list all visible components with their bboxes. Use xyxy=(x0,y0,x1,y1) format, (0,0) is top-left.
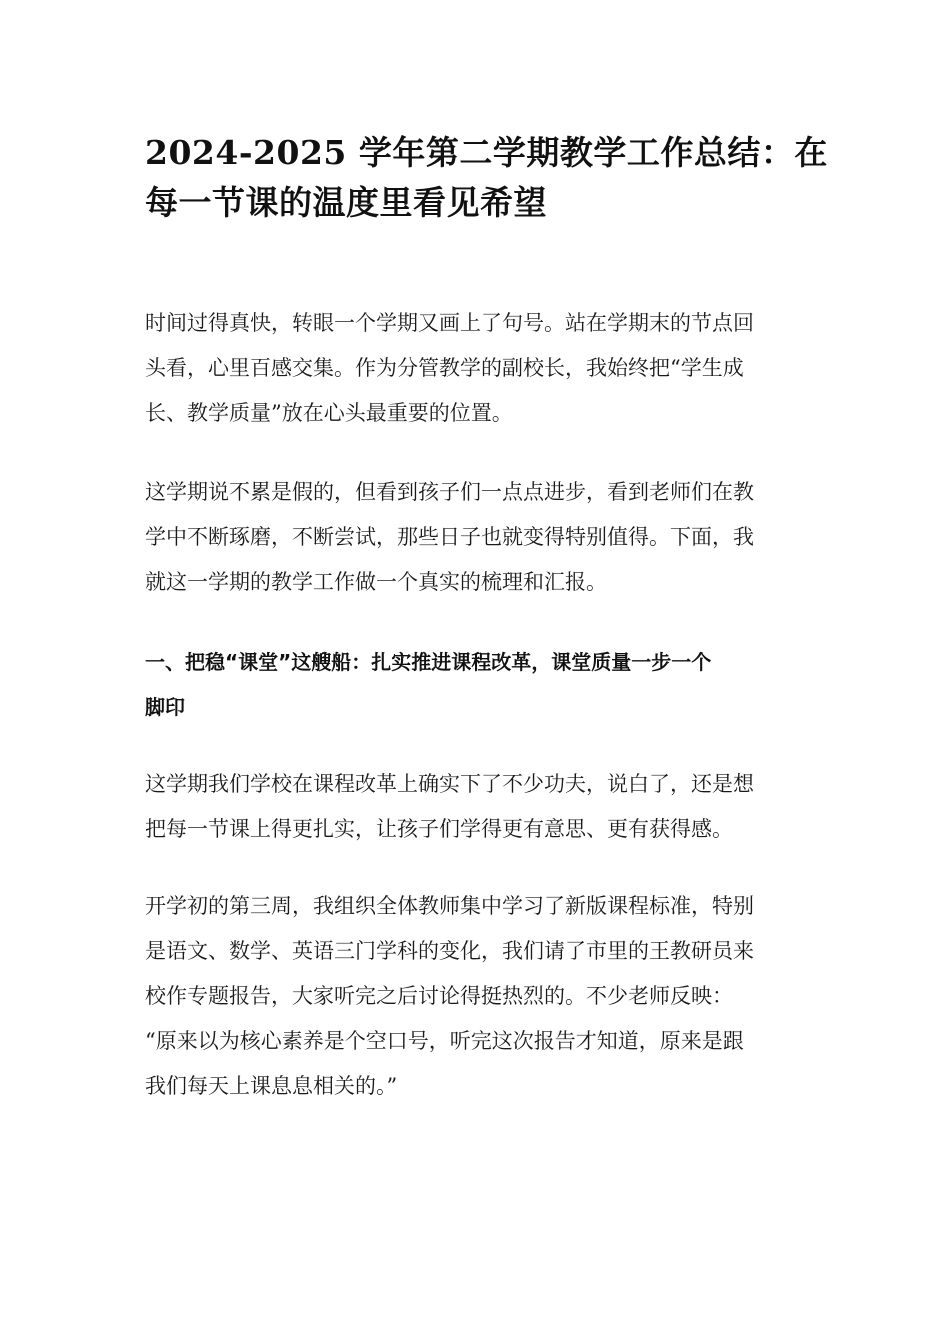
text-line: 就这一学期的教学工作做一个真实的梳理和汇报。 xyxy=(145,570,607,594)
section-heading xyxy=(145,640,800,730)
title-line: 每一节课的温度里看见希望 xyxy=(145,183,547,222)
text-line: 长、教学质量”放在心头最重要的位置。 xyxy=(145,401,513,425)
heading-line: 脚印 xyxy=(145,695,185,719)
intro-paragraph-1 xyxy=(145,301,800,436)
text-line: 这学期我们学校在课程改革上确实下了不少功夫，说白了，还是想 xyxy=(145,772,754,796)
text-line: 开学初的第三周，我组织全体教师集中学习了新版课程标准，特别 xyxy=(145,894,754,918)
text-line: 把每一节课上得更扎实，让孩子们学得更有意思、更有获得感。 xyxy=(145,817,733,841)
title-line: 2024-2025 学年第二学期教学工作总结：在 xyxy=(145,133,828,172)
text-line: 校作专题报告，大家听完之后讨论得挺热烈的。不少老师反映： xyxy=(145,984,733,1008)
heading-line: 一、把稳“课堂”这艘船：扎实推进课程改革，课堂质量一步一个 xyxy=(145,650,712,674)
text-line: 这学期说不累是假的，但看到孩子们一点点进步，看到老师们在教 xyxy=(145,480,754,504)
text-line: 头看，心里百感交集。作为分管教学的副校长，我始终把“学生成 xyxy=(145,356,744,380)
text-line: 时间过得真快，转眼一个学期又画上了句号。站在学期末的节点回 xyxy=(145,311,754,335)
text-line: 是语文、数学、英语三门学科的变化，我们请了市里的王教研员来 xyxy=(145,939,754,963)
section-paragraph-1 xyxy=(145,762,800,852)
text-line: “原来以为核心素养是个空口号，听完这次报告才知道，原来是跟 xyxy=(145,1029,744,1053)
section-paragraph-2 xyxy=(145,884,800,1109)
text-line: 学中不断琢磨，不断尝试，那些日子也就变得特别值得。下面，我 xyxy=(145,525,754,549)
document-title xyxy=(145,128,828,228)
text-line: 我们每天上课息息相关的。” xyxy=(145,1074,398,1098)
intro-paragraph-2 xyxy=(145,470,800,605)
